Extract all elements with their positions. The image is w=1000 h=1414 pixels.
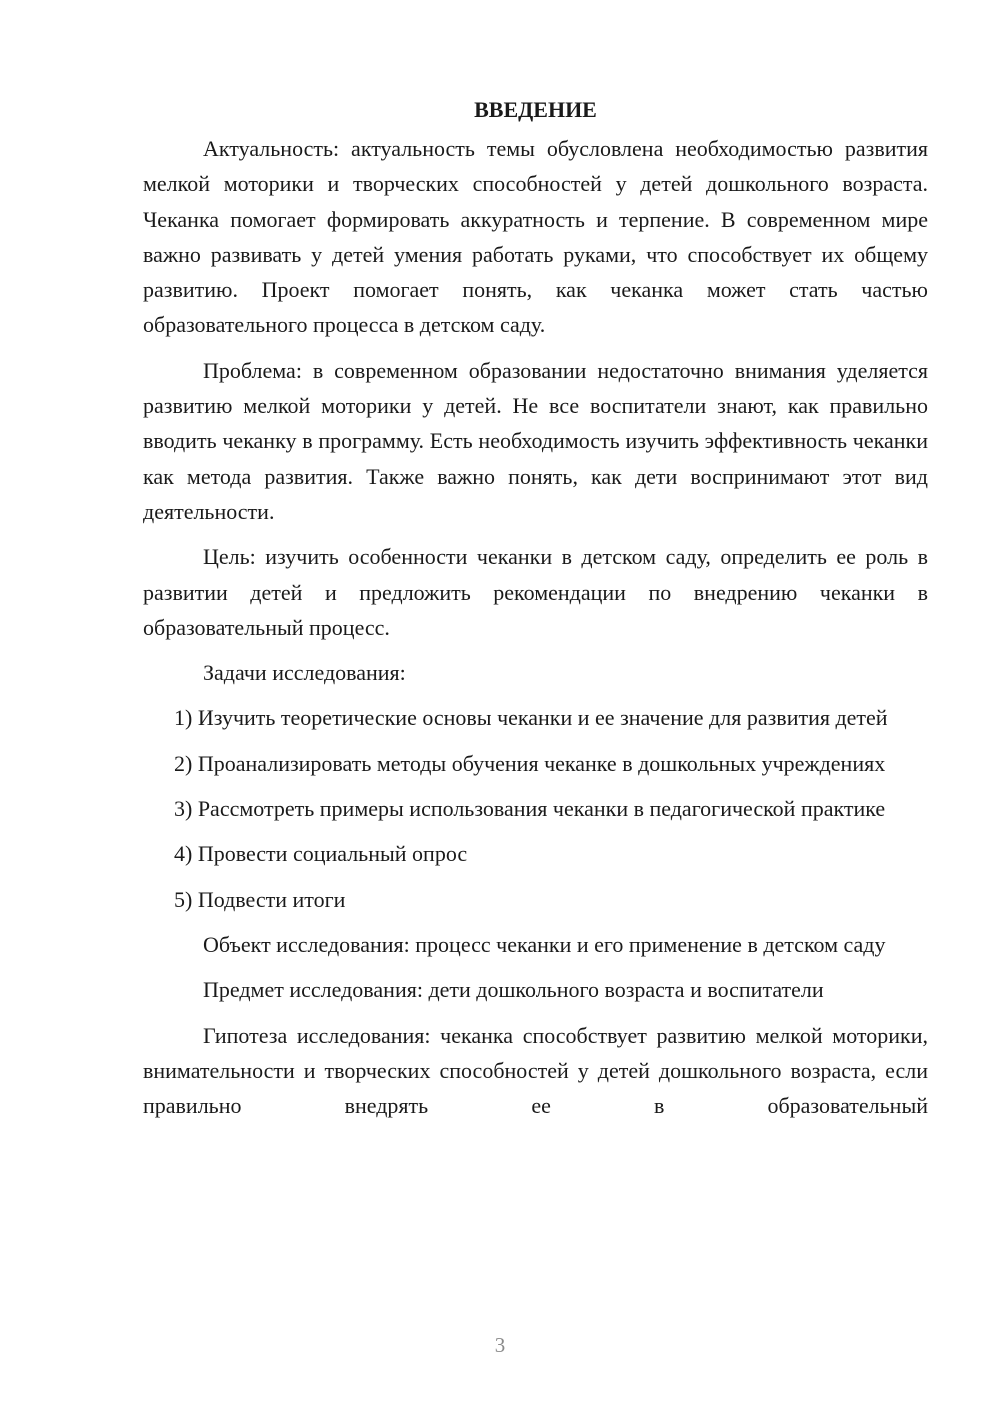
page-number: 3 [494, 1333, 506, 1357]
task-item-2: 2) Проанализировать методы обучения чеканке в дошкольных учреждениях [174, 750, 886, 776]
task-item-3: 3) Рассмотреть примеры использования чеканки в педагогической практике [174, 796, 886, 822]
task-item-1: 1) Изучить теоретические основы чеканки и ее значение для развития детей [174, 705, 888, 731]
paragraph-problem: Проблема: в современном образовании недостаточно внимания уделяется развитию мелкой моторики у детей. Не все воспитатели знают, как правильно вводить чеканку в программу. Есть необходимость изучить эффективность чеканки как метода развития. Также важно понять, как дети воспринимают этот вид деятельности. [143, 357, 928, 524]
task-item-4: 4) Провести социальный опрос [174, 841, 468, 867]
paragraph-object: Объект исследования: процесс чеканки и его применение в детском саду [203, 931, 886, 957]
section-title: ВВЕДЕНИЕ [474, 97, 597, 122]
paragraph-goal: Цель: изучить особенности чеканки в детском саду, определить ее роль в развитии детей и предложить рекомендации по внедрению чеканки в образовательный процесс. [143, 544, 928, 640]
paragraph-subject: Предмет исследования: дети дошкольного возраста и воспитатели [203, 977, 824, 1003]
document-page [143, 95, 928, 1133]
paragraph-hypothesis: Гипотеза исследования: чеканка способствует развитию мелкой моторики, внимательности и творческих способностей у детей дошкольного возраста, если правильно внедрять ее в образовательный [143, 1022, 928, 1119]
paragraph-relevance: Актуальность: актуальность темы обусловлена необходимостью развития мелкой моторики и творческих способностей у детей дошкольного возраста. Чеканка помогает формировать аккуратность и терпение. В современном мире важно развивать у детей умения работать руками, что способствует их общему развитию. Проект помогает понять, как чеканка может стать частью образовательного процесса в детском саду. [143, 136, 928, 338]
task-item-5: 5) Подвести итоги [174, 886, 346, 912]
tasks-heading: Задачи исследования: [203, 660, 406, 686]
